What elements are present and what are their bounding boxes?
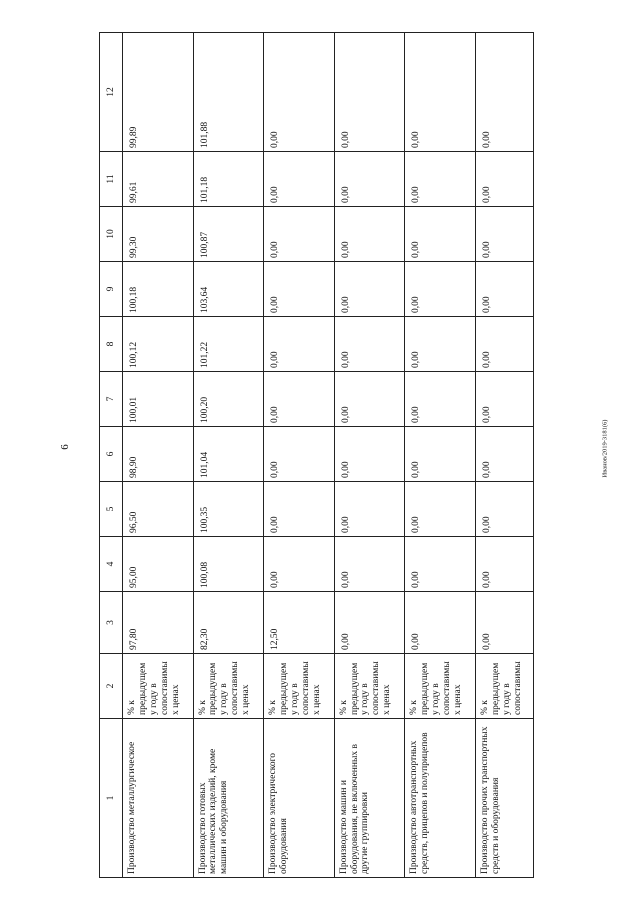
- value-cell: 96,50: [123, 482, 194, 537]
- value-cell: 0,00: [475, 207, 533, 262]
- value-cell: 0,00: [405, 537, 476, 592]
- column-header: 9: [100, 262, 123, 317]
- value-cell: 0,00: [334, 33, 405, 152]
- table-row: [334, 33, 405, 878]
- value-cell: 0,00: [334, 537, 405, 592]
- value-cell: 0,00: [264, 33, 335, 152]
- value-cell: 100,08: [193, 537, 264, 592]
- header-row: [100, 33, 123, 878]
- value-cell: 0,00: [334, 207, 405, 262]
- value-cell: 0,00: [475, 372, 533, 427]
- value-cell: 0,00: [405, 33, 476, 152]
- value-cell: 0,00: [405, 317, 476, 372]
- unit-cell: % к предыдущем у году в сопоставимы х ценах: [123, 654, 194, 719]
- value-cell: 0,00: [405, 262, 476, 317]
- value-cell: 100,12: [123, 317, 194, 372]
- table-body: [123, 33, 534, 878]
- value-cell: 0,00: [475, 427, 533, 482]
- value-cell: 0,00: [264, 152, 335, 207]
- value-cell: 0,00: [334, 262, 405, 317]
- table-row: [475, 33, 533, 878]
- value-cell: 0,00: [405, 207, 476, 262]
- column-header: 10: [100, 207, 123, 262]
- value-cell: 0,00: [264, 262, 335, 317]
- table-container: [99, 33, 534, 878]
- page-number: 6: [58, 444, 71, 450]
- value-cell: 101,04: [193, 427, 264, 482]
- document-code: Иванов/2019-3181(6): [601, 419, 609, 478]
- value-cell: 98,90: [123, 427, 194, 482]
- value-cell: 0,00: [475, 317, 533, 372]
- unit-cell: % к предыдущем у году в сопоставимы х ценах: [264, 654, 335, 719]
- value-cell: 0,00: [334, 482, 405, 537]
- value-cell: 0,00: [475, 592, 533, 654]
- unit-cell: % к предыдущем у году в сопоставимы х ценах: [193, 654, 264, 719]
- column-header: 5: [100, 482, 123, 537]
- value-cell: 0,00: [334, 152, 405, 207]
- value-cell: 100,18: [123, 262, 194, 317]
- value-cell: 101,18: [193, 152, 264, 207]
- indicator-name: Производство машин и оборудования, не включенных в другие группировки: [334, 719, 405, 878]
- value-cell: 103,64: [193, 262, 264, 317]
- indicator-name: Производство прочих транспортных средств и оборудования: [475, 719, 533, 878]
- value-cell: 0,00: [475, 152, 533, 207]
- value-cell: 0,00: [264, 482, 335, 537]
- value-cell: 0,00: [475, 262, 533, 317]
- value-cell: 100,35: [193, 482, 264, 537]
- value-cell: 12,50: [264, 592, 335, 654]
- value-cell: 0,00: [475, 482, 533, 537]
- value-cell: 0,00: [405, 482, 476, 537]
- value-cell: 97,80: [123, 592, 194, 654]
- indicator-name: Производство автотранспортных средств, прицепов и полуприцепов: [405, 719, 476, 878]
- column-header: 7: [100, 372, 123, 427]
- column-header: 8: [100, 317, 123, 372]
- value-cell: 0,00: [264, 317, 335, 372]
- table-row: [264, 33, 335, 878]
- table-row: [405, 33, 476, 878]
- column-header: 12: [100, 33, 123, 152]
- value-cell: 100,87: [193, 207, 264, 262]
- value-cell: 99,61: [123, 152, 194, 207]
- table-row: [123, 33, 194, 878]
- column-header: 11: [100, 152, 123, 207]
- value-cell: 0,00: [405, 592, 476, 654]
- column-header: 3: [100, 592, 123, 654]
- column-header: 6: [100, 427, 123, 482]
- value-cell: 100,20: [193, 372, 264, 427]
- indicator-name: Производство металлургическое: [123, 719, 194, 878]
- unit-cell: % к предыдущем у году в сопоставимы х ценах: [334, 654, 405, 719]
- value-cell: 0,00: [264, 537, 335, 592]
- value-cell: 0,00: [475, 537, 533, 592]
- value-cell: 99,89: [123, 33, 194, 152]
- value-cell: 100,01: [123, 372, 194, 427]
- value-cell: 0,00: [475, 33, 533, 152]
- rotated-table-frame: [99, 33, 534, 878]
- value-cell: 0,00: [334, 317, 405, 372]
- table-row: [193, 33, 264, 878]
- column-header: 1: [100, 719, 123, 878]
- value-cell: 0,00: [334, 592, 405, 654]
- value-cell: 0,00: [405, 372, 476, 427]
- unit-cell: % к предыдущем у году в сопоставимы х ценах: [405, 654, 476, 719]
- statistics-table: [99, 32, 534, 878]
- value-cell: 101,22: [193, 317, 264, 372]
- indicator-name: Производство готовых металлических изделий, кроме машин и оборудования: [193, 719, 264, 878]
- column-header: 4: [100, 537, 123, 592]
- indicator-name: Производство электрического оборудования: [264, 719, 335, 878]
- unit-cell: % к предыдущем у году в сопоставимы: [475, 654, 533, 719]
- value-cell: 0,00: [264, 207, 335, 262]
- value-cell: 0,00: [264, 372, 335, 427]
- value-cell: 0,00: [405, 427, 476, 482]
- value-cell: 0,00: [334, 372, 405, 427]
- value-cell: 99,30: [123, 207, 194, 262]
- column-header: 2: [100, 654, 123, 719]
- value-cell: 0,00: [264, 427, 335, 482]
- value-cell: 0,00: [405, 152, 476, 207]
- value-cell: 82,30: [193, 592, 264, 654]
- value-cell: 95,00: [123, 537, 194, 592]
- value-cell: 0,00: [334, 427, 405, 482]
- value-cell: 101,88: [193, 33, 264, 152]
